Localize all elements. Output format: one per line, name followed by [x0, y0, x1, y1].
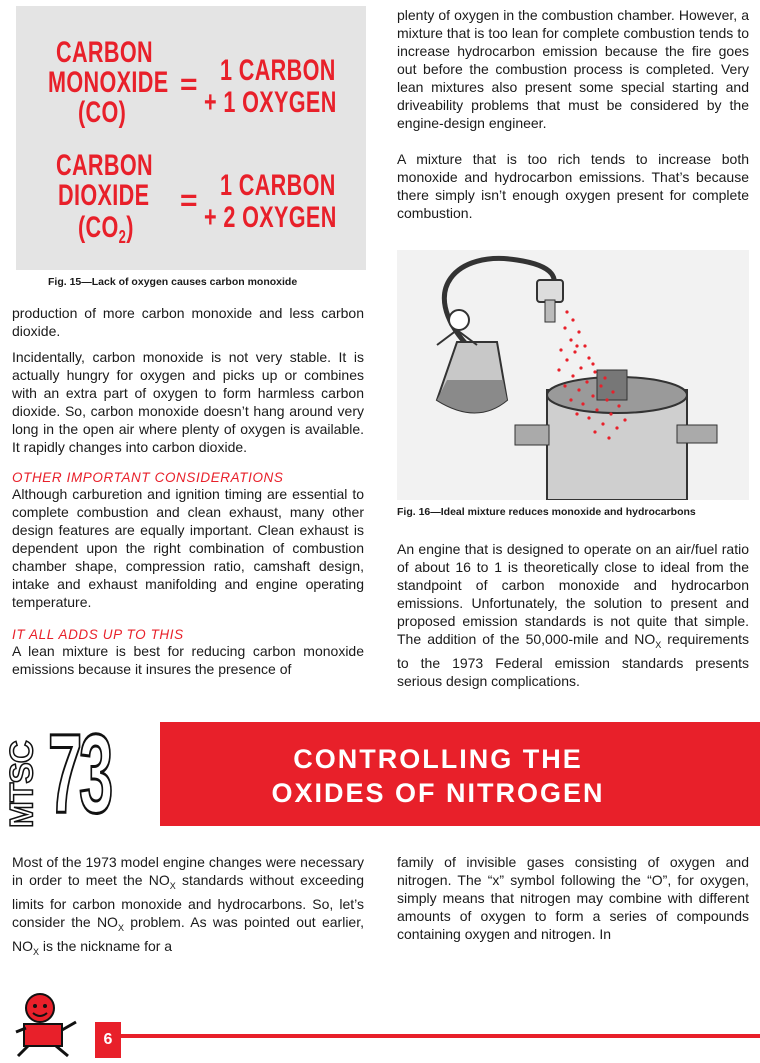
banner-title-line2: OXIDES OF NITROGEN: [271, 778, 605, 808]
co2-formula-line1: 1 CARBON: [220, 169, 336, 202]
banner-title: [228, 742, 648, 810]
year-73-logo: 73: [48, 711, 110, 836]
heading-other-considerations: OTHER IMPORTANT CONSIDERATIONS: [12, 470, 284, 485]
left-para-4: A lean mixture is best for reducing carbon monoxide emissions because it insures the presence of: [12, 643, 364, 677]
right-para-3: An engine that is designed to operate on an air/fuel ratio of about 16 to 1 is theoretically close to ideal from the standpoint of carbon monoxide and hydrocarbon emissions. Unfortunately, the solution to present and proposed emission standards is not quite that simple. The addition of the 50,000-mile and $NO_X$ requirements to the 1973 Federal emission standards presents serious design complications.: [397, 541, 750, 689]
co-name-line3: (CO): [78, 96, 127, 129]
co2-name-line3: $(CO_2)$: [78, 211, 134, 247]
section-banner: [0, 711, 760, 836]
equals-sign-1: =: [180, 68, 198, 101]
figure-16-illustration: [397, 250, 749, 500]
co2-name-line1: CARBON: [56, 149, 153, 182]
page-number: 6: [95, 1022, 121, 1058]
mascot-illustration: [4, 992, 94, 1058]
right-column-bottom: [397, 540, 749, 690]
co2-name-line2: DIOXIDE: [58, 179, 150, 212]
mascot-figure: [4, 992, 94, 1058]
right-column-top: [397, 6, 749, 222]
right-para-2: A mixture that is too rich tends to increase both monoxide and hydrocarbon emissions. That’s because there simply isn’t enough oxygen present for complete combustion.: [397, 151, 749, 221]
fig15-caption: Fig. 15—Lack of oxygen causes carbon monoxide: [48, 276, 298, 288]
left-para-1: production of more carbon monoxide and less carbon dioxide.: [12, 305, 364, 339]
co2-formula-line2: + 2 OXYGEN: [204, 201, 337, 234]
equals-sign-2: =: [180, 184, 198, 217]
heading-adds-up: IT ALL ADDS UP TO THIS: [12, 627, 184, 642]
left-para-2: Incidentally, carbon monoxide is not very stable. It is actually hungry for oxygen and picks up or combines with an extra part of oxygen to form harmless carbon dioxide. So, carbon monoxide doesn’t hang around very long in the open air where plenty of oxygen is available. It rapidly changes into carbon dioxide.: [12, 349, 364, 455]
bottom-left-para: Most of the 1973 model engine changes were necessary in order to meet the $NO_X$ standards without exceeding limits for carbon monoxide and hydrocarbons. So, let’s consider the $NO_X$ problem. As was pointed out earlier, $NO_X$ is the nickname for a: [12, 854, 364, 957]
mtsc-logo: MTSC: [3, 741, 40, 828]
left-para-3: Although carburetion and ignition timing are essential to complete combustion and clean exhaust, many other design features are equally important. Clean exhaust is dependent upon the right combination of combustion chamber shape, compression ratio, camshaft design, intake and exhaust manifolding and engine operating temperature.: [12, 486, 364, 610]
carburetor-illustration: [397, 250, 749, 500]
footer-rule: [118, 1034, 760, 1038]
right-para-1: plenty of oxygen in the combustion chamber. However, a mixture that is too lean for complete combustion tends to increase hydrocarbon emission because the fire goes out before the combustion process is completed. Very lean mixtures also present some special starting and driveability problems that must be considered by the engine-design engineer.: [397, 7, 749, 131]
banner-title-line1: CONTROLLING THE: [293, 744, 583, 774]
bottom-right-column: [397, 853, 749, 943]
co-name-line1: CARBON: [56, 36, 153, 69]
co-formula-line2: + 1 OXYGEN: [204, 86, 337, 119]
left-column: [12, 304, 364, 678]
fig16-caption: Fig. 16—Ideal mixture reduces monoxide and hydrocarbons: [397, 506, 696, 518]
co-formula-line1: 1 CARBON: [220, 54, 336, 87]
figure-15: [16, 6, 366, 270]
co-name-line2: MONOXIDE: [48, 66, 169, 99]
bottom-right-para: family of invisible gases consisting of oxygen and nitrogen. The “x” symbol following the “O”, for oxygen, simply means that nitrogen may combine with different amounts of oxygen to form a series of compounds containing oxygen and nitrogen. In: [397, 854, 749, 942]
bottom-left-column: [12, 853, 364, 960]
